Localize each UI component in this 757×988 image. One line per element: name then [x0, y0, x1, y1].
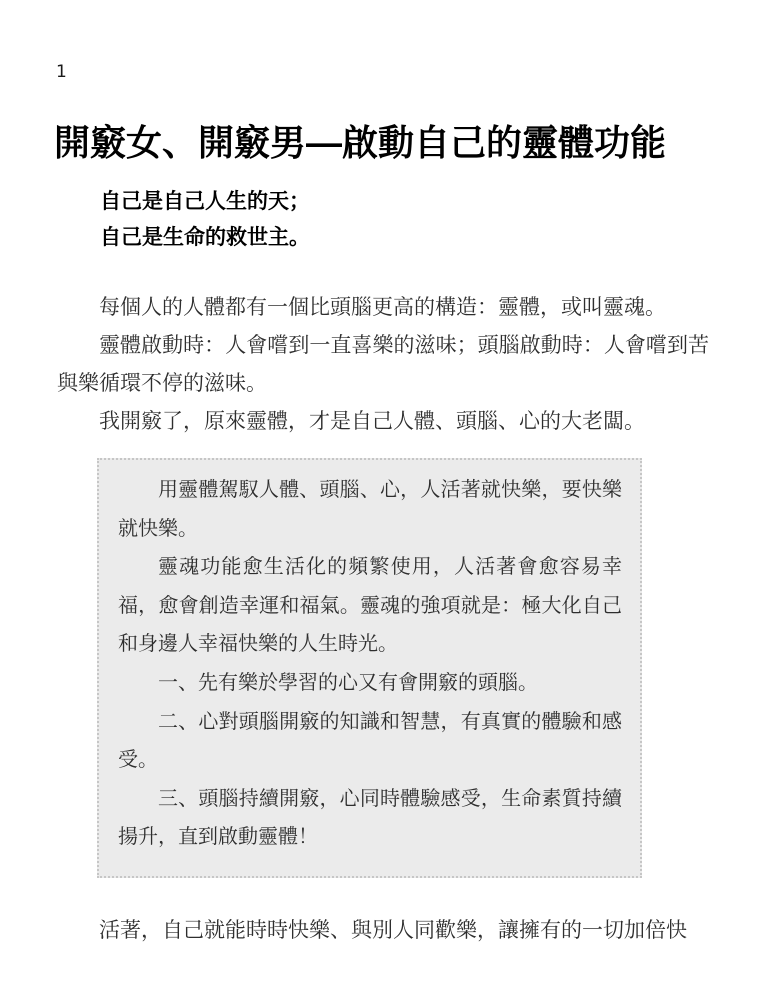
paragraph: 每個人的人體都有一個比頭腦更高的構造：靈體，或叫靈魂。	[99, 296, 666, 319]
quote-paragraph: 靈魂功能愈生活化的頻繁使用，人活著會愈容易幸福，愈會創造幸運和福氣。靈魂的強項就是：極大化自己和身邊人幸福快樂的人生時光。	[118, 556, 622, 656]
paragraph: 活著，自己就能時時快樂、與別人同歡樂，讓擁有的一切加倍快	[99, 919, 687, 942]
body-text	[57, 289, 709, 441]
quote-list-item: 三、頭腦持續開竅，心同時體驗感受，生命素質持續揚升，直到啟動靈體！	[118, 787, 622, 849]
paragraph: 我開竅了，原來靈體，才是自己人體、頭腦、心的大老闆。	[99, 410, 645, 433]
epigraph-line: 自己是生命的救世主。	[100, 226, 310, 249]
epigraph	[100, 184, 660, 256]
quote-list-item: 一、先有樂於學習的心又有會開竅的頭腦。	[158, 671, 538, 694]
epigraph-line: 自己是自己人生的天；	[100, 190, 310, 213]
page-number: 1	[56, 62, 67, 82]
closing-text	[57, 912, 709, 950]
page-title: 開竅女、開竅男—啟動自己的靈體功能	[54, 122, 667, 164]
paragraph: 靈體啟動時：人會嚐到一直喜樂的滋味；頭腦啟動時：人會嚐到苦與樂循環不停的滋味。	[57, 334, 709, 395]
quote-paragraph: 用靈體駕馭人體、頭腦、心，人活著就快樂，要快樂就快樂。	[118, 479, 622, 540]
quote-box	[97, 458, 642, 878]
quote-list-item: 二、心對頭腦開竅的知識和智慧，有真實的體驗和感受。	[118, 710, 622, 772]
